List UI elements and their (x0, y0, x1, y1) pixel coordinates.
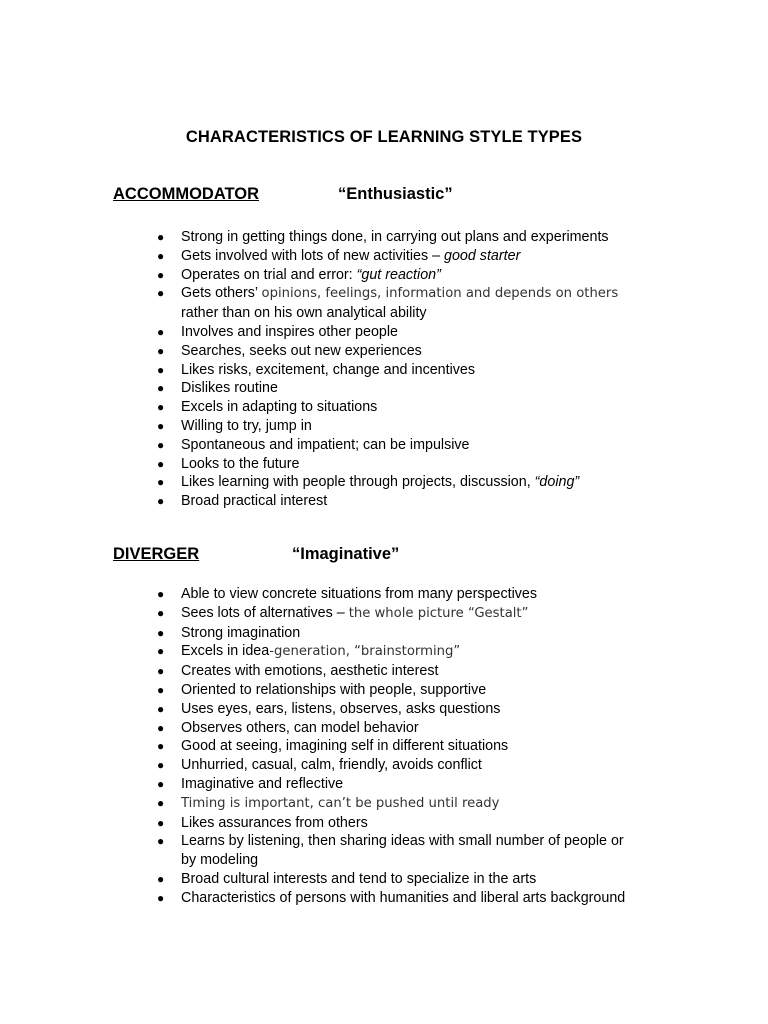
item-continuation: rather than on his own analytical ability (181, 305, 427, 322)
bullet-icon: ● (157, 605, 165, 620)
list-item (0, 794, 768, 814)
bullet-icon: ● (157, 587, 165, 601)
bullet-icon: ● (157, 758, 165, 773)
item-text: Willing to try, jump in (181, 417, 312, 434)
list-item (0, 455, 768, 474)
section-name: DIVERGER (113, 545, 200, 563)
item-text: Broad cultural interests and tend to specialize in the arts (181, 870, 537, 887)
diverger-bullet-list (0, 585, 768, 908)
list-item (0, 436, 768, 455)
bullet-icon: ● (157, 362, 165, 377)
list-item (0, 681, 768, 700)
bullet-icon: ● (157, 475, 165, 490)
bullet-icon: ● (157, 739, 165, 754)
item-text: Searches, seeks out new experiences (181, 342, 422, 359)
item-emphasis: “gut reaction” (356, 266, 441, 283)
list-item (0, 832, 768, 870)
bullet-icon: ● (157, 682, 165, 697)
list-item (0, 398, 768, 417)
document-title: CHARACTERISTICS OF LEARNING STYLE TYPES (185, 128, 583, 146)
item-text: Strong imagination (181, 624, 301, 641)
item-text: Likes risks, excitement, change and incentives (181, 361, 476, 378)
bullet-icon: ● (157, 230, 165, 244)
item-text: Characteristics of persons with humanities and liberal arts background (181, 889, 626, 906)
bullet-icon: ● (157, 890, 165, 905)
bullet-icon: ● (157, 286, 165, 301)
bullet-icon: ● (157, 437, 165, 452)
list-item (0, 379, 768, 398)
list-item (0, 775, 768, 794)
list-item (0, 719, 768, 738)
list-item (0, 662, 768, 681)
bullet-icon: ● (157, 494, 165, 509)
bullet-icon: ● (157, 343, 165, 358)
item-text: Likes learning with people through projects, discussion, (181, 474, 535, 491)
list-item (0, 247, 768, 266)
item-text: Able to view concrete situations from many perspectives (181, 586, 537, 602)
item-text: Observes others, can model behavior (181, 719, 419, 736)
item-text: Gets others’ (181, 285, 262, 302)
item-emphasis: “doing” (534, 474, 580, 491)
item-text: Spontaneous and impatient; can be impulsive (181, 436, 470, 453)
section-name: ACCOMMODATOR (113, 185, 260, 203)
bullet-icon: ● (157, 267, 165, 282)
item-text: Excels in idea (181, 643, 270, 660)
item-text: Uses eyes, ears, listens, observes, asks questions (181, 700, 501, 717)
item-emphasis: Timing is important, can’t be pushed until ready (181, 795, 500, 811)
list-item (0, 624, 768, 643)
list-item (0, 604, 768, 624)
bullet-icon: ● (157, 834, 165, 849)
item-text: Excels in adapting to situations (181, 399, 378, 416)
bullet-icon: ● (157, 400, 165, 415)
item-text: Good at seeing, imagining self in different situations (181, 738, 509, 755)
accommodator-bullet-list (0, 228, 768, 511)
bullet-icon: ● (157, 644, 165, 659)
item-text: Sees lots of alternatives – (181, 604, 349, 621)
bullet-icon: ● (157, 418, 165, 433)
item-text: Gets involved with lots of new activities – (181, 247, 445, 264)
bullet-icon: ● (157, 456, 165, 471)
section-tagline: “Enthusiastic” (338, 185, 453, 203)
list-item (0, 473, 768, 492)
list-item (0, 889, 768, 908)
item-emphasis: opinions, feelings, information and depends on others (261, 286, 619, 302)
list-item (0, 870, 768, 889)
bullet-icon: ● (157, 795, 165, 810)
list-item (0, 417, 768, 436)
item-text: Involves and inspires other people (181, 323, 398, 340)
item-text: Learns by listening, then sharing ideas with small number of people or (181, 833, 624, 850)
item-text: Unhurried, casual, calm, friendly, avoids conflict (181, 757, 482, 774)
bullet-icon: ● (157, 720, 165, 735)
list-item (0, 342, 768, 361)
item-text: Broad practical interest (181, 493, 328, 510)
bullet-icon: ● (157, 625, 165, 640)
item-text: Creates with emotions, aesthetic interest (181, 663, 439, 680)
list-item (0, 737, 768, 756)
list-item (0, 756, 768, 775)
bullet-icon: ● (157, 776, 165, 791)
item-text: Likes assurances from others (181, 814, 368, 831)
bullet-icon: ● (157, 664, 165, 679)
list-item (0, 642, 768, 662)
item-text: Operates on trial and error: (181, 266, 357, 283)
item-text: Imaginative and reflective (181, 775, 344, 792)
list-item (0, 700, 768, 719)
list-item (0, 323, 768, 342)
list-item (0, 284, 768, 323)
list-item (0, 266, 768, 285)
bullet-icon: ● (157, 815, 165, 830)
bullet-icon: ● (157, 701, 165, 716)
item-emphasis: good starter (444, 247, 521, 264)
section-tagline: “Imaginative” (292, 545, 400, 563)
item-emphasis: -generation, “brainstorming” (269, 644, 461, 660)
item-continuation: by modeling (181, 852, 259, 869)
bullet-icon: ● (157, 381, 165, 396)
item-text: Looks to the future (181, 455, 300, 472)
item-text: Strong in getting things done, in carrying out plans and experiments (181, 229, 609, 245)
list-item (0, 585, 768, 604)
bullet-icon: ● (157, 248, 165, 263)
bullet-icon: ● (157, 871, 165, 886)
bullet-icon: ● (157, 324, 165, 339)
item-emphasis: the whole picture “Gestalt” (348, 605, 529, 621)
item-text: Oriented to relationships with people, supportive (181, 681, 487, 698)
list-item (0, 361, 768, 380)
list-item (0, 492, 768, 511)
item-text: Dislikes routine (181, 380, 278, 397)
list-item (0, 814, 768, 833)
list-item (0, 228, 768, 247)
